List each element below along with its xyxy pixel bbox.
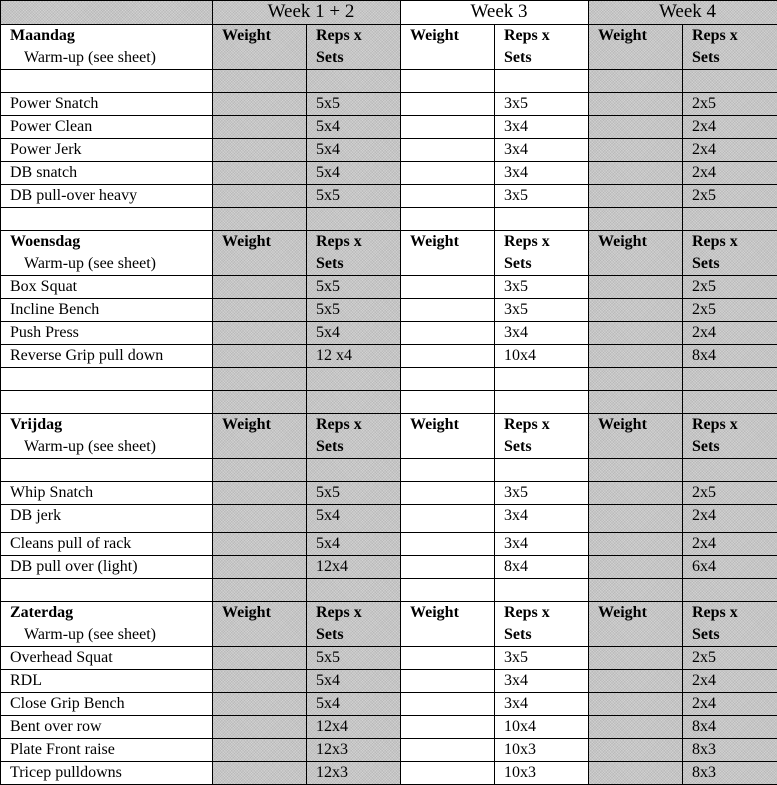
reps-label: Reps x <box>692 25 777 47</box>
weight-cell <box>401 505 495 533</box>
weight-cell <box>213 139 307 162</box>
reps-sets-value: 5x5 <box>307 482 401 505</box>
reps-sets-value: 2x5 <box>683 299 777 322</box>
empty-cell <box>495 208 589 231</box>
exercise-row <box>1 716 777 739</box>
reps-sets-header <box>683 602 777 647</box>
weight-cell <box>589 739 683 762</box>
reps-sets-value: 3x5 <box>495 276 589 299</box>
weight-cell <box>213 716 307 739</box>
sets-label: Sets <box>692 253 777 275</box>
empty-cell <box>307 391 401 414</box>
weight-header: Weight <box>401 231 495 276</box>
reps-sets-value: 2x4 <box>683 162 777 185</box>
reps-sets-value: 2x4 <box>683 116 777 139</box>
sets-label: Sets <box>504 436 588 458</box>
empty-cell <box>307 208 401 231</box>
exercise-row <box>1 322 777 345</box>
weight-header: Weight <box>213 231 307 276</box>
day-header-cell <box>1 602 213 647</box>
reps-sets-value: 3x5 <box>495 647 589 670</box>
weight-cell <box>589 505 683 533</box>
exercise-name: Power Snatch <box>1 93 213 116</box>
day-header-row <box>1 414 777 459</box>
reps-sets-value: 2x4 <box>683 693 777 716</box>
reps-sets-value: 3x4 <box>495 116 589 139</box>
reps-sets-value: 3x4 <box>495 693 589 716</box>
exercise-name: Box Squat <box>1 276 213 299</box>
reps-sets-value: 2x4 <box>683 533 777 556</box>
weight-cell <box>589 533 683 556</box>
sets-label: Sets <box>692 624 777 646</box>
sets-label: Sets <box>504 253 588 275</box>
spacer-row <box>1 579 777 602</box>
empty-cell <box>683 459 777 482</box>
reps-sets-header <box>495 602 589 647</box>
exercise-name: Power Clean <box>1 116 213 139</box>
empty-cell <box>683 391 777 414</box>
day-name: Woensdag <box>10 231 212 253</box>
reps-sets-value: 2x4 <box>683 670 777 693</box>
empty-cell <box>401 459 495 482</box>
week-header-row <box>1 1 777 25</box>
reps-label: Reps x <box>692 231 777 253</box>
exercise-name: Plate Front raise <box>1 739 213 762</box>
weight-cell <box>401 762 495 785</box>
day-name: Maandag <box>10 25 212 47</box>
weight-cell <box>213 693 307 716</box>
empty-cell <box>495 459 589 482</box>
weight-cell <box>589 670 683 693</box>
weight-cell <box>401 322 495 345</box>
weight-cell <box>401 693 495 716</box>
weight-cell <box>213 505 307 533</box>
empty-cell <box>683 208 777 231</box>
exercise-name: DB jerk <box>1 505 213 533</box>
sets-label: Sets <box>692 47 777 69</box>
exercise-row <box>1 693 777 716</box>
weight-cell <box>401 533 495 556</box>
weight-cell <box>401 116 495 139</box>
day-header-row <box>1 25 777 70</box>
reps-sets-value: 5x4 <box>307 505 401 533</box>
reps-sets-value: 6x4 <box>683 556 777 579</box>
weight-cell <box>589 116 683 139</box>
weight-cell <box>589 556 683 579</box>
day-header-cell <box>1 231 213 276</box>
exercise-name: Overhead Squat <box>1 647 213 670</box>
exercise-row <box>1 739 777 762</box>
reps-label: Reps x <box>504 602 588 624</box>
weight-cell <box>401 739 495 762</box>
reps-sets-value: 10x4 <box>495 716 589 739</box>
exercise-row <box>1 482 777 505</box>
reps-sets-value: 5x5 <box>307 185 401 208</box>
reps-sets-value: 5x4 <box>307 693 401 716</box>
exercise-name: Reverse Grip pull down <box>1 345 213 368</box>
empty-cell <box>1 70 213 93</box>
empty-cell <box>213 391 307 414</box>
weight-header: Weight <box>589 414 683 459</box>
weight-cell <box>213 322 307 345</box>
weight-cell <box>401 716 495 739</box>
empty-cell <box>307 70 401 93</box>
weight-cell <box>213 482 307 505</box>
reps-sets-value: 2x4 <box>683 505 777 533</box>
exercise-row <box>1 670 777 693</box>
spacer-row <box>1 208 777 231</box>
sets-label: Sets <box>504 47 588 69</box>
empty-cell <box>589 391 683 414</box>
reps-sets-value: 10x4 <box>495 345 589 368</box>
empty-cell <box>589 368 683 391</box>
weight-cell <box>401 299 495 322</box>
reps-sets-value: 5x5 <box>307 299 401 322</box>
reps-sets-header <box>495 25 589 70</box>
corner-cell <box>1 1 213 25</box>
exercise-row <box>1 762 777 785</box>
empty-cell <box>683 368 777 391</box>
reps-sets-value: 8x3 <box>683 762 777 785</box>
weight-cell <box>401 185 495 208</box>
reps-sets-value: 3x5 <box>495 93 589 116</box>
reps-sets-header <box>683 231 777 276</box>
sets-label: Sets <box>316 253 400 275</box>
reps-sets-value: 3x4 <box>495 139 589 162</box>
reps-sets-value: 8x4 <box>495 556 589 579</box>
exercise-row <box>1 116 777 139</box>
weight-header: Weight <box>401 414 495 459</box>
reps-sets-value: 3x5 <box>495 299 589 322</box>
empty-cell <box>213 368 307 391</box>
day-header-row <box>1 602 777 647</box>
weight-cell <box>589 482 683 505</box>
reps-sets-value: 5x5 <box>307 276 401 299</box>
reps-sets-header <box>683 414 777 459</box>
weight-cell <box>589 716 683 739</box>
reps-sets-value: 12 x4 <box>307 345 401 368</box>
weight-cell <box>213 647 307 670</box>
reps-sets-header <box>307 414 401 459</box>
exercise-row <box>1 93 777 116</box>
exercise-name: Tricep pulldowns <box>1 762 213 785</box>
weight-cell <box>401 482 495 505</box>
exercise-row <box>1 533 777 556</box>
exercise-row <box>1 647 777 670</box>
exercise-row <box>1 505 777 533</box>
reps-sets-value: 12x3 <box>307 762 401 785</box>
reps-sets-value: 8x4 <box>683 345 777 368</box>
sets-label: Sets <box>316 624 400 646</box>
empty-cell <box>1 368 213 391</box>
reps-sets-value: 10x3 <box>495 762 589 785</box>
empty-cell <box>213 70 307 93</box>
weight-cell <box>589 322 683 345</box>
reps-sets-header <box>307 602 401 647</box>
reps-sets-value: 3x5 <box>495 482 589 505</box>
week-header: Week 1 + 2 <box>213 1 401 25</box>
empty-cell <box>307 579 401 602</box>
empty-cell <box>589 459 683 482</box>
empty-cell <box>683 579 777 602</box>
reps-sets-value: 12x4 <box>307 556 401 579</box>
weight-cell <box>213 276 307 299</box>
warmup-note: Warm-up (see sheet) <box>10 253 212 275</box>
reps-sets-value: 2x5 <box>683 482 777 505</box>
weight-cell <box>401 276 495 299</box>
warmup-note: Warm-up (see sheet) <box>10 624 212 646</box>
empty-cell <box>683 70 777 93</box>
day-header-cell <box>1 414 213 459</box>
warmup-note: Warm-up (see sheet) <box>10 436 212 458</box>
reps-sets-value: 2x5 <box>683 185 777 208</box>
exercise-row <box>1 345 777 368</box>
reps-sets-value: 5x5 <box>307 647 401 670</box>
empty-cell <box>589 579 683 602</box>
empty-cell <box>307 368 401 391</box>
weight-cell <box>401 345 495 368</box>
sets-label: Sets <box>316 47 400 69</box>
weight-header: Weight <box>213 602 307 647</box>
warmup-note: Warm-up (see sheet) <box>10 47 212 69</box>
exercise-name: Close Grip Bench <box>1 693 213 716</box>
weight-cell <box>401 670 495 693</box>
reps-sets-value: 8x4 <box>683 716 777 739</box>
reps-label: Reps x <box>504 414 588 436</box>
empty-cell <box>495 391 589 414</box>
weight-header: Weight <box>589 25 683 70</box>
weight-cell <box>589 276 683 299</box>
weight-cell <box>213 299 307 322</box>
reps-sets-value: 5x4 <box>307 139 401 162</box>
empty-cell <box>495 70 589 93</box>
reps-sets-value: 2x4 <box>683 322 777 345</box>
weight-cell <box>213 533 307 556</box>
reps-sets-value: 3x5 <box>495 185 589 208</box>
empty-cell <box>307 459 401 482</box>
weight-cell <box>213 670 307 693</box>
empty-cell <box>401 70 495 93</box>
reps-sets-value: 5x4 <box>307 533 401 556</box>
weight-cell <box>213 162 307 185</box>
empty-cell <box>213 579 307 602</box>
weight-header: Weight <box>401 25 495 70</box>
weight-cell <box>589 139 683 162</box>
reps-sets-value: 5x5 <box>307 93 401 116</box>
empty-cell <box>1 579 213 602</box>
day-header-cell <box>1 25 213 70</box>
empty-cell <box>401 368 495 391</box>
weight-cell <box>401 162 495 185</box>
exercise-row <box>1 556 777 579</box>
exercise-name: Whip Snatch <box>1 482 213 505</box>
empty-cell <box>401 579 495 602</box>
empty-cell <box>213 459 307 482</box>
exercise-name: Power Jerk <box>1 139 213 162</box>
reps-sets-value: 2x5 <box>683 276 777 299</box>
spacer-row <box>1 391 777 414</box>
empty-cell <box>1 459 213 482</box>
weight-cell <box>589 762 683 785</box>
weight-cell <box>589 299 683 322</box>
weight-cell <box>401 139 495 162</box>
exercise-row <box>1 299 777 322</box>
weight-cell <box>589 647 683 670</box>
empty-cell <box>213 208 307 231</box>
exercise-row <box>1 162 777 185</box>
sets-label: Sets <box>504 624 588 646</box>
sets-label: Sets <box>316 436 400 458</box>
exercise-name: Incline Bench <box>1 299 213 322</box>
spacer-row <box>1 368 777 391</box>
weight-header: Weight <box>213 25 307 70</box>
exercise-row <box>1 139 777 162</box>
weight-cell <box>401 93 495 116</box>
weight-cell <box>213 739 307 762</box>
weight-cell <box>589 345 683 368</box>
reps-label: Reps x <box>316 414 400 436</box>
empty-cell <box>1 208 213 231</box>
weight-cell <box>213 93 307 116</box>
reps-sets-header <box>495 414 589 459</box>
reps-sets-value: 3x4 <box>495 505 589 533</box>
week-header: Week 3 <box>401 1 589 25</box>
reps-sets-value: 3x4 <box>495 322 589 345</box>
weight-cell <box>213 762 307 785</box>
empty-cell <box>589 70 683 93</box>
weight-header: Weight <box>213 414 307 459</box>
weight-cell <box>589 93 683 116</box>
reps-sets-value: 3x4 <box>495 670 589 693</box>
reps-sets-value: 2x4 <box>683 139 777 162</box>
exercise-name: DB pull-over heavy <box>1 185 213 208</box>
exercise-row <box>1 276 777 299</box>
day-name: Zaterdag <box>10 602 212 624</box>
reps-sets-value: 12x4 <box>307 716 401 739</box>
day-name: Vrijdag <box>10 414 212 436</box>
weight-cell <box>589 162 683 185</box>
reps-sets-value: 2x5 <box>683 647 777 670</box>
weight-cell <box>401 556 495 579</box>
reps-sets-value: 5x4 <box>307 670 401 693</box>
reps-sets-header <box>307 25 401 70</box>
day-header-row <box>1 231 777 276</box>
weight-cell <box>213 556 307 579</box>
weight-cell <box>589 185 683 208</box>
reps-label: Reps x <box>504 231 588 253</box>
weight-cell <box>213 185 307 208</box>
reps-sets-value: 5x4 <box>307 162 401 185</box>
exercise-name: DB snatch <box>1 162 213 185</box>
sets-label: Sets <box>692 436 777 458</box>
reps-sets-header <box>683 25 777 70</box>
reps-sets-value: 2x5 <box>683 93 777 116</box>
empty-cell <box>401 391 495 414</box>
weight-header: Weight <box>589 231 683 276</box>
reps-sets-value: 5x4 <box>307 116 401 139</box>
reps-sets-header <box>307 231 401 276</box>
reps-label: Reps x <box>316 231 400 253</box>
empty-cell <box>495 368 589 391</box>
reps-label: Reps x <box>692 414 777 436</box>
exercise-row <box>1 185 777 208</box>
weight-cell <box>213 116 307 139</box>
reps-sets-value: 5x4 <box>307 322 401 345</box>
empty-cell <box>401 208 495 231</box>
exercise-name: DB pull over (light) <box>1 556 213 579</box>
weight-cell <box>589 693 683 716</box>
reps-sets-value: 3x4 <box>495 533 589 556</box>
reps-sets-value: 8x3 <box>683 739 777 762</box>
weight-cell <box>401 647 495 670</box>
schedule-body <box>1 1 777 785</box>
spacer-row <box>1 459 777 482</box>
reps-sets-value: 12x3 <box>307 739 401 762</box>
exercise-name: Push Press <box>1 322 213 345</box>
empty-cell <box>589 208 683 231</box>
empty-cell <box>495 579 589 602</box>
exercise-name: Bent over row <box>1 716 213 739</box>
spacer-row <box>1 70 777 93</box>
reps-sets-value: 10x3 <box>495 739 589 762</box>
reps-label: Reps x <box>316 25 400 47</box>
weight-header: Weight <box>401 602 495 647</box>
exercise-name: Cleans pull of rack <box>1 533 213 556</box>
exercise-name: RDL <box>1 670 213 693</box>
reps-label: Reps x <box>504 25 588 47</box>
reps-sets-value: 3x4 <box>495 162 589 185</box>
weight-cell <box>213 345 307 368</box>
week-header: Week 4 <box>589 1 777 25</box>
reps-sets-header <box>495 231 589 276</box>
reps-label: Reps x <box>316 602 400 624</box>
reps-label: Reps x <box>692 602 777 624</box>
weight-header: Weight <box>589 602 683 647</box>
empty-cell <box>1 391 213 414</box>
